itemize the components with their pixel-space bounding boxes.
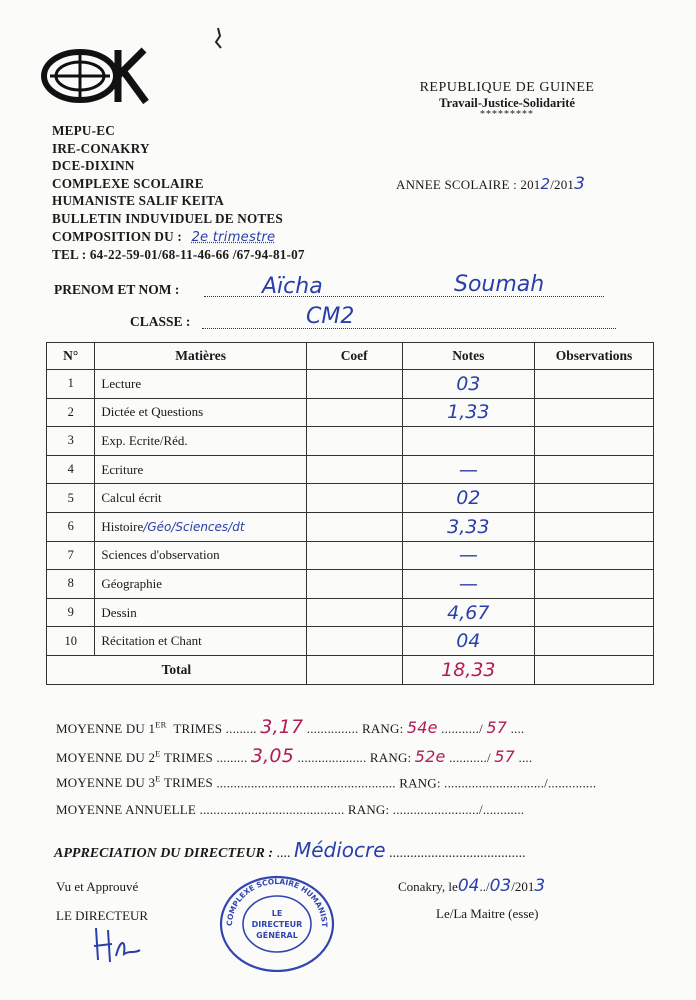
row-observation: [535, 484, 654, 513]
header-line-complexe: COMPLEXE SCOLAIRE: [52, 175, 204, 191]
header-observations: Observations: [535, 343, 654, 370]
grades-table: [46, 342, 654, 685]
moyenne-annuelle-line: [56, 802, 524, 818]
school-logo: [40, 42, 150, 112]
moyenne-3-suffix: TRIMES: [164, 775, 213, 791]
moyenne-3-line: [56, 774, 596, 791]
moyenne-1-rank: 54e: [406, 718, 438, 737]
row-observation: [535, 512, 654, 541]
row-observation: [535, 427, 654, 456]
table-row: [47, 627, 654, 656]
row-note: [402, 541, 535, 570]
dotted-line: ..........................................: [199, 802, 345, 817]
total-label: Total: [47, 655, 307, 684]
row-subject: Ecriture: [95, 455, 306, 484]
row-coef: [306, 512, 402, 541]
date-separator: /: [485, 879, 490, 894]
moyenne-1-total: 57: [486, 718, 508, 737]
student-last-name: Soumah: [454, 272, 545, 297]
row-coef: [306, 570, 402, 599]
total-coef: [306, 655, 402, 684]
header-line-ministry: MEPU-EC: [52, 123, 115, 138]
school-year-label: ANNEE SCOLAIRE : 201: [396, 177, 541, 192]
row-number: 7: [47, 541, 95, 570]
table-row: [47, 484, 654, 513]
table-header-row: [47, 343, 654, 370]
header-line-bulletin: BULLETIN INDUVIDUEL DE NOTES: [52, 210, 283, 226]
row-observation: [535, 398, 654, 427]
student-class-line: [130, 304, 620, 330]
date-month: 03: [489, 876, 512, 896]
dotted-line: [202, 318, 616, 329]
row-coef: [306, 427, 402, 456]
note-value: 4,67: [447, 601, 490, 624]
row-number: 2: [47, 398, 95, 427]
header-line-school-name: HUMANISTE SALIF KEITA: [52, 193, 225, 209]
rang-label: RANG:: [369, 750, 412, 765]
maitre-label: Le/La Maitre (esse): [436, 906, 539, 921]
ink-mark: [212, 26, 226, 50]
row-observation: [535, 455, 654, 484]
row-coef: [306, 398, 402, 427]
row-number: 3: [47, 427, 95, 456]
dotted-line: ..: [479, 879, 486, 894]
composition-value: 2e trimestre: [191, 229, 276, 245]
table-row: [47, 541, 654, 570]
row-number: 10: [47, 627, 95, 656]
appreciation-value: Médiocre: [293, 838, 386, 862]
moyenne-2-suffix: TRIMES: [164, 750, 213, 765]
table-row: [47, 370, 654, 399]
date-day: 04: [457, 876, 480, 896]
row-observation: [535, 570, 654, 599]
director-signature: [90, 920, 150, 964]
row-subject: Récitation et Chant: [95, 627, 306, 656]
header-line-dce: DCE-DIXINN: [52, 158, 135, 174]
dotted-line: .......................................: [389, 846, 526, 861]
dotted-line: ....: [518, 750, 533, 765]
table-row: [47, 598, 654, 627]
row-number: 9: [47, 598, 95, 627]
le-directeur: LE DIRECTEUR: [56, 908, 149, 923]
note-value: 02: [456, 487, 481, 510]
moyenne-1-line: [56, 716, 524, 738]
row-observation: [535, 627, 654, 656]
stamp-ring-text: COMPLEXE SCOLAIRE HUMANIST: [224, 876, 330, 928]
row-subject: Géographie: [95, 570, 306, 599]
moyenne-2-prefix: MOYENNE DU 2: [56, 750, 156, 765]
row-note: [402, 427, 535, 456]
header-coef: Coef: [306, 343, 402, 370]
moyenne-1-sup: ER: [155, 719, 167, 730]
row-number: 1: [47, 370, 95, 399]
total-value: 18,33: [441, 658, 496, 681]
moyenne-1-suffix: TRIMES: [173, 721, 223, 736]
school-header: [52, 122, 305, 264]
moyenne-2-line: [56, 745, 532, 767]
row-number: 6: [47, 512, 95, 541]
moyenne-annuelle-label: MOYENNE ANNUELLE: [56, 802, 197, 817]
dotted-line: ....................................................: [216, 775, 396, 791]
moyenne-3-prefix: MOYENNE DU 3: [56, 775, 156, 791]
moyenne-2-rank: 52e: [414, 747, 446, 766]
appreciation-label: APPRECIATION DU DIRECTEUR :: [54, 846, 273, 861]
row-number: 8: [47, 570, 95, 599]
row-observation: [535, 541, 654, 570]
note-value: 1,33: [447, 401, 490, 424]
republic-name: REPUBLIQUE DE GUINEE: [419, 80, 595, 95]
row-subject: [95, 512, 306, 541]
rang-label: RANG:: [347, 802, 390, 817]
telephone: TEL : 64-22-59-01/68-11-46-66 /67-94-81-07: [52, 247, 305, 263]
moyenne-3-label: [56, 775, 213, 790]
row-subject: Exp. Ecrite/Réd.: [95, 427, 306, 456]
row-coef: [306, 370, 402, 399]
row-subject: Lecture: [95, 370, 306, 399]
dotted-line: ....................: [297, 750, 367, 765]
dotted-line: ........................./............: [392, 802, 525, 817]
total-row: [47, 655, 654, 684]
row-note: [402, 398, 535, 427]
moyenne-3-sup: E: [155, 774, 161, 784]
composition-line: [52, 228, 305, 247]
table-row: [47, 455, 654, 484]
row-observation: [535, 370, 654, 399]
total-note: [402, 655, 535, 684]
row-note: [402, 484, 535, 513]
composition-label: COMPOSITION DU :: [52, 228, 182, 244]
row-subject-text: Histoire: [101, 518, 144, 534]
row-note: [402, 370, 535, 399]
school-year-y1: 2: [540, 175, 551, 193]
republic-header: [396, 80, 618, 120]
note-value: —: [458, 544, 478, 567]
dotted-line: ............................./..............: [444, 775, 597, 791]
stamp-center-line-2: DIRECTEUR: [251, 920, 303, 929]
row-note: [402, 627, 535, 656]
vu-approuve: Vu et Approuvé: [56, 879, 139, 894]
row-note: [402, 455, 535, 484]
row-subject: Dessin: [95, 598, 306, 627]
table-row: [47, 512, 654, 541]
republic-motto: Travail-Justice-Solidarité: [439, 96, 575, 110]
table-row: [47, 398, 654, 427]
date-line: [398, 876, 545, 896]
row-subject-handwritten: /Géo/Sciences/dt: [143, 519, 245, 534]
note-value: —: [458, 572, 478, 595]
dotted-line: .........../: [441, 721, 483, 736]
date-place: Conakry, le: [398, 879, 458, 894]
date-year-prefix: /201: [511, 879, 535, 894]
header-line-ire: IRE-CONAKRY: [52, 140, 150, 156]
moyenne-1-value: 3,17: [260, 716, 304, 738]
row-number: 5: [47, 484, 95, 513]
rang-label: RANG:: [361, 721, 404, 736]
row-subject: Calcul écrit: [95, 484, 306, 513]
school-year-y2: 3: [574, 174, 586, 194]
row-coef: [306, 484, 402, 513]
moyenne-2-total: 57: [494, 747, 516, 766]
row-coef: [306, 598, 402, 627]
school-year-sep: /201: [550, 177, 575, 192]
row-note: [402, 512, 535, 541]
dotted-line: ....: [276, 846, 291, 861]
rang-label: RANG:: [399, 775, 441, 791]
header-notes: Notes: [402, 343, 535, 370]
student-name-label: PRENOM ET NOM :: [54, 282, 180, 297]
appreciation-line: [54, 838, 526, 862]
moyenne-1-label: [56, 721, 222, 736]
stamp-center-line-1: LE: [271, 909, 283, 918]
total-observation: [535, 655, 654, 684]
table-row: [47, 427, 654, 456]
school-year: [396, 174, 585, 194]
row-coef: [306, 455, 402, 484]
row-note: [402, 598, 535, 627]
row-subject: Dictée et Questions: [95, 398, 306, 427]
official-stamp: [218, 872, 336, 972]
date-year: 3: [534, 876, 546, 896]
note-value: —: [458, 458, 478, 481]
dotted-line: ...............: [306, 721, 359, 736]
student-class-label: CLASSE :: [130, 314, 191, 329]
moyenne-1-prefix: MOYENNE DU 1: [56, 721, 156, 736]
student-first-name: Aïcha: [262, 274, 323, 299]
header-subjects: Matières: [95, 343, 306, 370]
note-value: 3,33: [447, 515, 490, 538]
moyenne-2-sup: E: [155, 748, 161, 759]
row-observation: [535, 598, 654, 627]
row-note: [402, 570, 535, 599]
row-number: 4: [47, 455, 95, 484]
table-row: [47, 570, 654, 599]
row-coef: [306, 541, 402, 570]
dotted-line: .........: [225, 721, 257, 736]
dotted-line: ....: [510, 721, 525, 736]
student-class-value: CM2: [306, 304, 355, 329]
header-number: N°: [47, 343, 95, 370]
student-name-line: [54, 272, 614, 299]
row-subject: Sciences d'observation: [95, 541, 306, 570]
dotted-line: .........../: [449, 750, 491, 765]
stamp-center-line-3: GÉNÉRAL: [256, 931, 298, 940]
note-value: 03: [456, 372, 481, 395]
dotted-line: .........: [216, 750, 248, 765]
moyenne-2-label: [56, 750, 213, 765]
row-coef: [306, 627, 402, 656]
moyenne-2-value: 3,05: [250, 745, 294, 767]
stars-divider: *********: [480, 109, 534, 120]
note-value: 04: [456, 630, 481, 653]
